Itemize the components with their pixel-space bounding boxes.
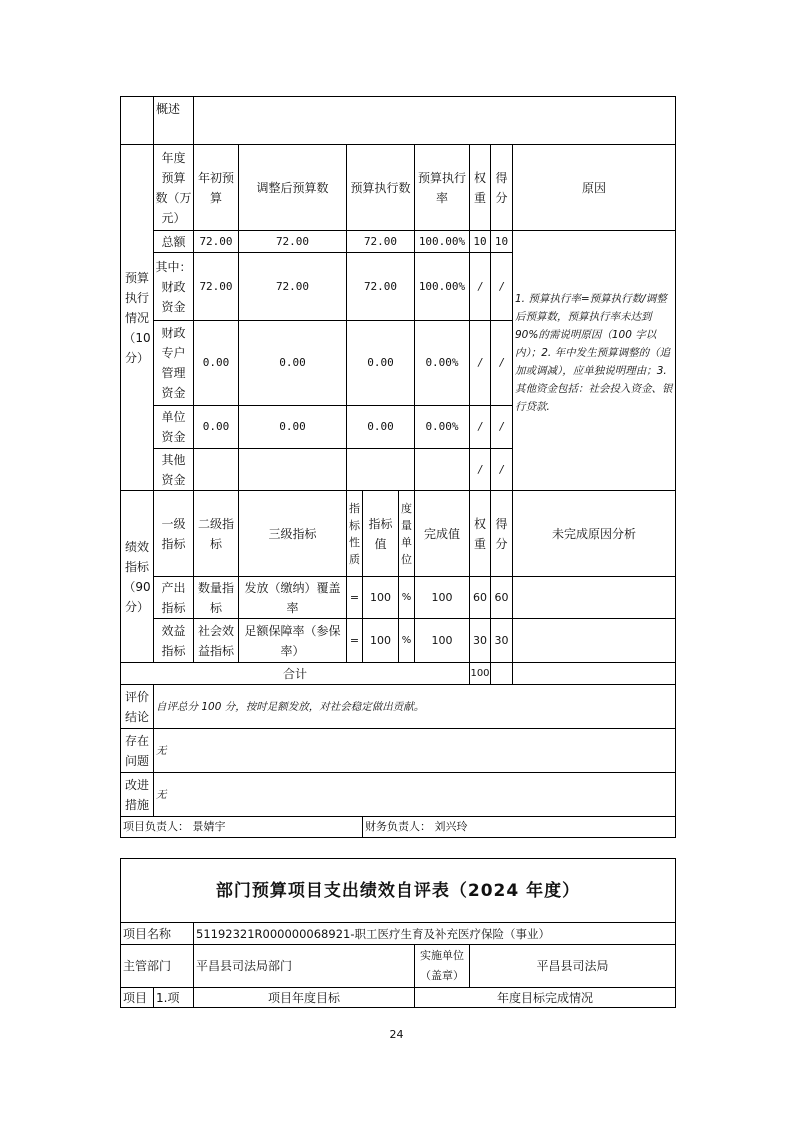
perf-row-weight: 30 (473, 633, 487, 647)
perf-head-reason: 未完成原因分析 (551, 526, 636, 541)
budget-row-executed: 72.00 (363, 279, 398, 293)
budget-head-col5: 预算执行 率 (417, 170, 466, 205)
row-goal: 项目年度目标 (267, 990, 340, 1005)
perf-head-l1: 一级 指标 (161, 516, 186, 551)
budget-row-rate: 100.00% (418, 279, 466, 293)
perf-head-l3: 三级指标 (268, 526, 317, 541)
dept-value: 平昌县司法局部门 (196, 959, 293, 973)
project-lead-signature: 项目负责人： 景婧宇 (123, 820, 226, 833)
budget-row-initial: 72.00 (199, 234, 233, 248)
performance-section-label: 绩效 指标 （90 分） (123, 539, 151, 614)
budget-row-score: / (499, 421, 504, 433)
budget-row-adjusted: 0.00 (279, 420, 306, 433)
perf-row-unit: % (401, 591, 412, 603)
budget-row-initial: 0.00 (202, 420, 230, 433)
conclusion-label: 评价 结论 (124, 689, 149, 724)
budget-head-col2: 年初预 算 (197, 170, 234, 205)
budget-row-adjusted: 0.00 (279, 356, 306, 369)
budget-section-label: 预算 执行 情况 （10 分） (123, 270, 151, 365)
budget-row-weight: / (478, 357, 482, 369)
problems-text: 无 (156, 744, 167, 757)
perf-head-unit: 度 量 单 位 (401, 501, 412, 566)
perf-row-score: 30 (494, 633, 509, 647)
perf-row-l3: 足额保障率（参保 率） (244, 623, 341, 658)
perf-row-value: 100 (370, 590, 391, 604)
perf-head-nature: 指 标 性 质 (349, 501, 360, 566)
budget-head-col6: 权 重 (473, 170, 486, 205)
perf-head-value: 指标 值 (368, 516, 393, 551)
page-title: 部门预算项目支出绩效自评表（2024 年度） (215, 880, 581, 901)
page-number: 24 (389, 1028, 404, 1041)
budget-row-executed: 72.00 (363, 234, 398, 248)
budget-row-rate: 0.00% (425, 420, 459, 433)
problems-label: 存在 问题 (124, 733, 149, 768)
budget-row-weight: 10 (473, 234, 487, 248)
budget-head-col8: 原因 (581, 180, 606, 195)
budget-head-col3: 调整后预算数 (256, 180, 329, 195)
budget-row-executed (347, 449, 414, 490)
perf-row-l1: 效益 指标 (161, 623, 186, 658)
budget-row-label: 财政 专户 管理 资金 (161, 326, 186, 400)
perf-row-reason (513, 619, 675, 662)
perf-head-score: 得 分 (495, 516, 508, 551)
total-label: 合计 (282, 666, 307, 681)
budget-row-adjusted: 72.00 (275, 234, 310, 248)
impl-value: 平昌县司法局 (536, 959, 609, 973)
measures-text: 无 (156, 788, 167, 801)
dept-label: 主管部门 (123, 959, 172, 973)
budget-row-executed: 0.00 (367, 420, 394, 433)
finance-lead-signature: 财务负责人： 刘兴玲 (365, 820, 468, 833)
perf-row-weight: 60 (473, 590, 487, 604)
perf-row-unit: % (401, 634, 412, 646)
budget-row-score: / (499, 280, 504, 293)
budget-row-adjusted: 72.00 (275, 279, 310, 293)
budget-row-label: 其中： 财政 资金 (155, 259, 192, 314)
budget-row-label: 单位 资金 (161, 410, 186, 444)
budget-row-executed: 0.00 (367, 356, 394, 369)
budget-row-rate (415, 449, 469, 490)
overview-label: 概述 (156, 102, 181, 116)
budget-row-initial: 0.00 (202, 356, 230, 369)
budget-head-col7: 得 分 (495, 170, 508, 205)
row-index: 1.项 (156, 990, 180, 1005)
budget-row-weight: / (478, 463, 482, 476)
perf-row-l2: 社会效 益指标 (197, 623, 234, 658)
budget-row-score: / (499, 357, 504, 369)
perf-row-done: 100 (431, 633, 453, 647)
perf-row-reason (513, 577, 675, 618)
perf-row-l1: 产出 指标 (161, 580, 186, 615)
budget-head-col4: 预算执行数 (350, 180, 411, 195)
budget-row-adjusted (239, 449, 346, 490)
project-name-label: 项目名称 (123, 926, 172, 941)
budget-row-rate: 0.00% (425, 356, 459, 369)
budget-row-weight: / (478, 421, 482, 433)
impl-label: 实施单位 （盖章） (420, 949, 464, 982)
project-name-value: 51192321R000000068921-职工医疗生育及补充医疗保险（事业） (196, 926, 550, 941)
perf-row-done: 100 (431, 590, 453, 604)
perf-row-nature: = (349, 590, 360, 604)
total-weight: 100 (470, 667, 490, 679)
row-status: 年度目标完成情况 (496, 990, 593, 1005)
conclusion-text: 自评总分 100 分，按时足额发放，对社会稳定做出贡献。 (156, 700, 425, 713)
budget-row-label: 其他 资金 (161, 452, 186, 487)
perf-row-score: 60 (494, 590, 509, 604)
budget-row-label: 总额 (161, 234, 186, 249)
perf-row-value: 100 (370, 633, 391, 647)
budget-row-initial: 72.00 (199, 279, 233, 293)
budget-row-score: / (499, 463, 504, 476)
budget-row-rate: 100.00% (418, 234, 466, 248)
perf-head-l2: 二级指 标 (197, 516, 234, 551)
row-item: 项目 (123, 990, 148, 1005)
budget-reason-note: 1. 预算执行率=预算执行数/调整后预算数，预算执行率未达到90%的需说明原因（100 字以内）；2. 年中发生预算调整的（追加或调减），应单独说明理由；3. 其他资金包括：社会投入资金、银行贷款. (515, 293, 673, 413)
perf-row-nature: = (349, 633, 360, 647)
measures-label: 改进 措施 (124, 777, 149, 812)
budget-row-weight: / (478, 280, 482, 293)
budget-row-score: 10 (494, 234, 509, 248)
perf-row-l3: 发放（缴纳）覆盖率 (244, 580, 341, 615)
budget-row-initial (194, 449, 238, 490)
perf-head-done: 完成值 (423, 526, 460, 541)
perf-head-weight: 权 重 (473, 516, 486, 551)
perf-row-l2: 数量指 标 (197, 580, 234, 615)
budget-head-col1: 年度 预算 数（万 元） (155, 150, 192, 225)
